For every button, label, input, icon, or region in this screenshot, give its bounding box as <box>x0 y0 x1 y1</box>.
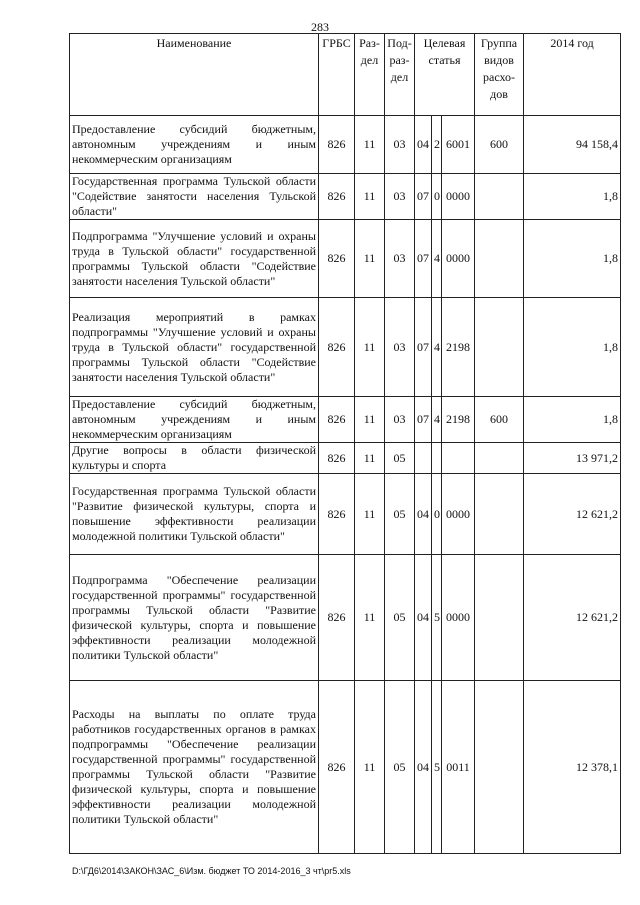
row-expense-group <box>475 474 524 555</box>
row-target-code: 0000 <box>442 220 475 298</box>
row-grbs: 826 <box>319 681 355 854</box>
row-target-code: 6001 <box>442 116 475 174</box>
row-name: Предоставление субсидий бюджетным, автономным учреждениям и иным некоммерческим организациям <box>70 116 319 174</box>
row-target-subprogram: 0 <box>432 474 442 555</box>
row-expense-group <box>475 443 524 474</box>
row-podrazdel: 05 <box>385 474 415 555</box>
row-amount: 1,8 <box>524 220 621 298</box>
header-razdel: Раз-дел <box>355 34 385 116</box>
row-razdel: 11 <box>355 116 385 174</box>
header-group: Группа видов расхо-дов <box>475 34 524 116</box>
row-podrazdel: 03 <box>385 298 415 397</box>
table-row <box>70 174 621 220</box>
row-amount: 12 378,1 <box>524 681 621 854</box>
row-target-code: 2198 <box>442 397 475 443</box>
row-target-program: 04 <box>415 681 432 854</box>
row-expense-group <box>475 220 524 298</box>
row-grbs: 826 <box>319 474 355 555</box>
table-row <box>70 397 621 443</box>
row-razdel: 11 <box>355 220 385 298</box>
table-header-row <box>70 34 621 116</box>
row-target-subprogram: 4 <box>432 298 442 397</box>
row-target-code: 0000 <box>442 174 475 220</box>
row-target-code <box>442 443 475 474</box>
row-razdel: 11 <box>355 681 385 854</box>
row-target-subprogram: 2 <box>432 116 442 174</box>
row-amount: 13 971,2 <box>524 443 621 474</box>
row-target-subprogram <box>432 443 442 474</box>
row-grbs: 826 <box>319 174 355 220</box>
row-razdel: 11 <box>355 443 385 474</box>
row-amount: 1,8 <box>524 298 621 397</box>
row-target-program: 04 <box>415 474 432 555</box>
row-razdel: 11 <box>355 298 385 397</box>
row-name: Предоставление субсидий бюджетным, автономным учреждениям и иным некоммерческим организациям <box>70 397 319 443</box>
row-name: Другие вопросы в области физической культуры и спорта <box>70 443 319 474</box>
row-razdel: 11 <box>355 555 385 681</box>
row-target-subprogram: 4 <box>432 397 442 443</box>
row-grbs: 826 <box>319 298 355 397</box>
row-name: Государственная программа Тульской области "Развитие физической культуры, спорта и повышение эффективности реализации молодежной политики Тульской области" <box>70 474 319 555</box>
row-podrazdel: 03 <box>385 116 415 174</box>
row-razdel: 11 <box>355 174 385 220</box>
row-target-program: 07 <box>415 220 432 298</box>
header-year: 2014 год <box>524 34 621 116</box>
row-podrazdel: 03 <box>385 174 415 220</box>
row-target-code: 0000 <box>442 555 475 681</box>
row-amount: 94 158,4 <box>524 116 621 174</box>
row-amount: 12 621,2 <box>524 474 621 555</box>
row-podrazdel: 05 <box>385 443 415 474</box>
row-podrazdel: 05 <box>385 555 415 681</box>
table-row <box>70 681 621 854</box>
header-grbs: ГРБС <box>319 34 355 116</box>
row-target-program: 04 <box>415 555 432 681</box>
row-target-subprogram: 5 <box>432 555 442 681</box>
budget-table <box>69 33 621 854</box>
row-target-code: 2198 <box>442 298 475 397</box>
row-target-code: 0000 <box>442 474 475 555</box>
row-expense-group: 600 <box>475 397 524 443</box>
row-grbs: 826 <box>319 220 355 298</box>
page-number: 283 <box>311 20 329 34</box>
row-name: Реализация мероприятий в рамках подпрограммы "Улучшение условий и охраны труда в Тульской области" государственной программы Тульской области "Содействие занятости населения Тульской области" <box>70 298 319 397</box>
header-name: Наименование <box>70 34 319 116</box>
row-grbs: 826 <box>319 443 355 474</box>
header-podrazdel: Под-раз-дел <box>385 34 415 116</box>
row-target-program: 07 <box>415 397 432 443</box>
row-amount: 1,8 <box>524 174 621 220</box>
row-expense-group <box>475 681 524 854</box>
row-expense-group <box>475 555 524 681</box>
table-row <box>70 474 621 555</box>
table-row <box>70 443 621 474</box>
table-row <box>70 220 621 298</box>
row-target-code: 0011 <box>442 681 475 854</box>
row-podrazdel: 03 <box>385 397 415 443</box>
row-expense-group <box>475 298 524 397</box>
row-name: Подпрограмма "Обеспечение реализации государственной программы" государственной программы Тульской области "Развитие физической культуры, спорта и повышение эффективности реализации молодежной политики Тульской области" <box>70 555 319 681</box>
row-razdel: 11 <box>355 397 385 443</box>
row-amount: 12 621,2 <box>524 555 621 681</box>
row-name: Государственная программа Тульской области "Содействие занятости населения Тульской области" <box>70 174 319 220</box>
row-razdel: 11 <box>355 474 385 555</box>
row-amount: 1,8 <box>524 397 621 443</box>
table-row <box>70 298 621 397</box>
row-target-program <box>415 443 432 474</box>
row-target-subprogram: 0 <box>432 174 442 220</box>
row-expense-group: 600 <box>475 116 524 174</box>
row-target-program: 04 <box>415 116 432 174</box>
row-expense-group <box>475 174 524 220</box>
file-path-footer: D:\ГД6\2014\ЗАКОН\ЗАС_6\Изм. бюджет ТО 2014-2016_3 чт\pr5.xls <box>72 866 351 876</box>
table-row <box>70 555 621 681</box>
row-target-subprogram: 5 <box>432 681 442 854</box>
row-name: Подпрограмма "Улучшение условий и охраны труда в Тульской области" государственной программы Тульской области "Содействие занятости населения Тульской области" <box>70 220 319 298</box>
row-target-program: 07 <box>415 174 432 220</box>
row-podrazdel: 05 <box>385 681 415 854</box>
row-target-subprogram: 4 <box>432 220 442 298</box>
row-grbs: 826 <box>319 555 355 681</box>
row-target-program: 07 <box>415 298 432 397</box>
row-name: Расходы на выплаты по оплате труда работников государственных органов в рамках подпрограммы "Обеспечение реализации государственной программы" государственной программы Тульской области "Развитие физической культуры, спорта и повышение эффективности реализации молодежной политики Тульской области" <box>70 681 319 854</box>
row-podrazdel: 03 <box>385 220 415 298</box>
row-grbs: 826 <box>319 397 355 443</box>
header-target: Целевая статья <box>415 34 475 116</box>
table-row <box>70 116 621 174</box>
row-grbs: 826 <box>319 116 355 174</box>
